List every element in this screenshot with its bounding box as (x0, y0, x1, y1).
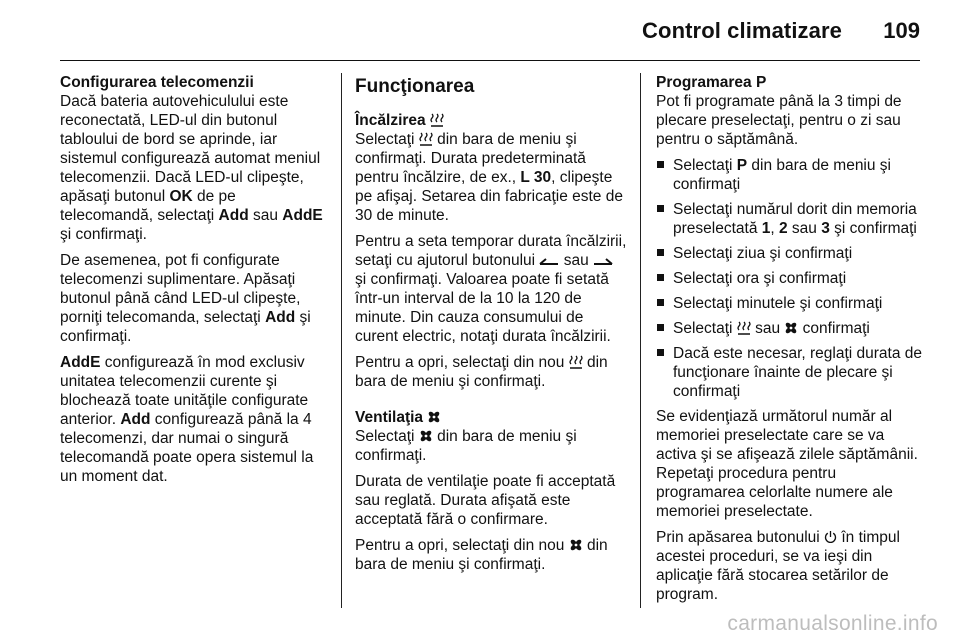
column-right (656, 73, 928, 611)
ventilation-fan-icon (419, 429, 433, 443)
arrow-right-icon (593, 257, 613, 267)
remote-config-paragraph: Dacă bateria autovehiculului este reconectată, LED-ul din butonul tabloului de bord se aprinde, iar sistemul configurează automat meniul telecomenzii. Dacă LED-ul clipeşte, apăsaţi butonul OK de pe telecomandă, selectaţi Add sau AddE şi confirmaţi. (60, 93, 323, 243)
list-item: Selectaţi ora şi confirmaţi (656, 269, 928, 288)
heating-paragraph-3: Pentru a opri, selectaţi din nou din bara de meniu şi confirmaţi. (355, 354, 608, 390)
ventilation-fan-icon (784, 321, 798, 335)
power-icon (824, 530, 837, 544)
programming-steps (656, 156, 928, 401)
column-divider (341, 73, 342, 608)
heating-icon (737, 321, 751, 335)
header-title: Control climatizare (642, 18, 842, 43)
list-item: Selectaţi P din bara de meniu şi confirmaţi (656, 156, 928, 194)
programming-intro: Pot fi programate până la 3 timpi de plecare preselectaţi, pentru o zi sau pentru o săptămână. (656, 93, 902, 148)
programming-heading: Programarea P (656, 74, 767, 91)
column-left (60, 73, 328, 493)
list-item: Selectaţi numărul dorit din memoria preselectată 1, 2 sau 3 şi confirmaţi (656, 200, 928, 238)
programming-next-memory: Se evidenţiază următorul număr al memoriei preselectate care se va activa şi se afişează zilele săptămânii. Repetaţi procedura pentru programarea celorlalte numere ale memoriei preselectate. (656, 408, 918, 520)
additional-remotes-paragraph: De asemenea, pot fi configurate telecomenzi suplimentare. Apăsaţi butonul până când LED-ul clipeşte, porniţi telecomanda, selectaţi Add şi confirmaţi. (60, 252, 311, 345)
ventilation-paragraph-2: Durata de ventilaţie poate fi acceptată sau reglată. Durata afişată este acceptată fără o confirmare. (355, 473, 616, 528)
heating-icon (419, 132, 433, 146)
column-divider (640, 73, 641, 608)
heating-icon (430, 113, 444, 127)
remote-config-heading: Configurarea telecomenzii (60, 74, 254, 91)
operation-section-title: Funcţionarea (355, 76, 475, 97)
list-item: Selectaţi ziua şi confirmaţi (656, 244, 928, 263)
ventilation-paragraph-3: Pentru a opri, selectaţi din nou din bara de meniu şi confirmaţi. (355, 537, 608, 573)
watermark: carmanualsonline.info (727, 612, 938, 635)
heating-icon (569, 355, 583, 369)
ventilation-fan-icon (569, 538, 583, 552)
heating-heading: Încălzirea (355, 111, 627, 130)
heating-paragraph-1: Selectaţi din bara de meniu şi confirmaţi. Durata predeterminată pentru încălzire, de ex., L 30, clipeşte pe afişaj. Setarea din fabricaţie este de 30 de minute. (355, 131, 623, 224)
list-item: Dacă este necesar, reglaţi durata de funcţionare înainte de plecare şi confirmaţi (656, 344, 928, 401)
page-header (0, 0, 960, 62)
heating-paragraph-2: Pentru a seta temporar durata încălzirii, setaţi cu ajutorul butonului sau şi confirmaţi. Valoarea poate fi setată într-un interval de la 10 la 120 de minute. Din cauza consumului de curent electric, notaţi durata încălzirii. (355, 233, 627, 345)
list-item: Selectaţi sau confirmaţi (656, 319, 928, 338)
ventilation-fan-icon (427, 410, 441, 424)
programming-exit: Prin apăsarea butonului în timpul acestei proceduri, se va ieşi din aplicaţie fără stocarea setărilor de program. (656, 529, 900, 603)
ventilation-heading: Ventilaţia (355, 408, 627, 427)
arrow-left-icon (539, 257, 559, 267)
adde-paragraph: AddE configurează în mod exclusiv unitatea telecomenzii curente şi blochează toate unităţile configurate anterior. Add configurează până la 4 telecomenzi, dar numai o singură telecomandă poate opera sistemul la un moment dat. (60, 354, 314, 485)
column-middle (355, 73, 627, 581)
header-rule (60, 60, 920, 61)
ventilation-paragraph-1: Selectaţi din bara de meniu şi confirmaţi. (355, 428, 577, 464)
list-item: Selectaţi minutele şi confirmaţi (656, 294, 928, 313)
page-number: 109 (883, 18, 920, 43)
